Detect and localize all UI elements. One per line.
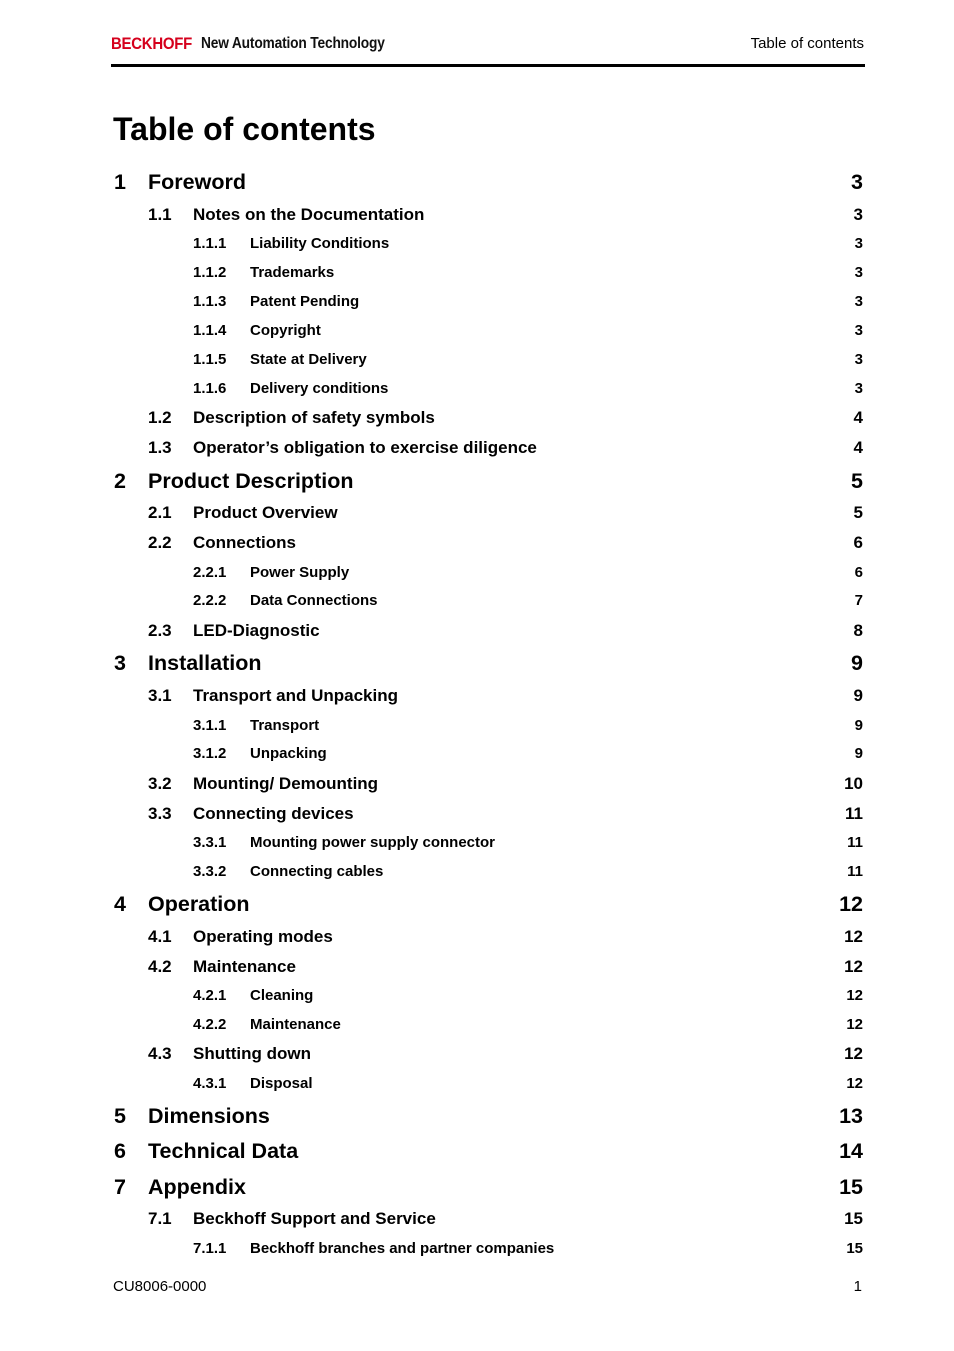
toc-entry-title: Shutting down: [193, 1044, 312, 1063]
toc-entry[interactable]: [113, 927, 865, 947]
toc-entry-title: Trademarks: [250, 264, 335, 281]
toc-entry-page: 11: [845, 804, 863, 823]
toc-entry-title: Mounting power supply connector: [250, 834, 495, 851]
header-section-title: Table of contents: [750, 35, 864, 52]
toc-entry[interactable]: [113, 503, 865, 523]
page-header: [111, 30, 865, 67]
toc-entry-number: 4.3: [148, 1044, 172, 1063]
toc-entry-title: Connections: [193, 533, 296, 552]
toc-entry-number: 1.2: [148, 408, 172, 427]
toc-entry-page: 3: [853, 205, 863, 224]
toc-entry-page: 12: [844, 957, 863, 976]
toc-entry-number: 2: [114, 469, 126, 493]
toc-entry-page: 9: [854, 717, 863, 734]
toc-entry[interactable]: [113, 1104, 865, 1130]
toc-entry[interactable]: [113, 469, 865, 495]
toc-entry[interactable]: [113, 1139, 865, 1165]
toc-entry-title: Liability Conditions: [250, 235, 390, 252]
toc-entry-number: 2.2: [148, 533, 172, 552]
toc-entry-number: 2.2.1: [193, 564, 227, 581]
toc-entry-page: 12: [846, 987, 863, 1004]
toc-entry-page: 9: [851, 651, 863, 675]
toc-entry-number: 5: [114, 1104, 126, 1128]
toc-entry-page: 3: [854, 351, 863, 368]
toc-entry-number: 1.1: [148, 205, 172, 224]
toc-entry[interactable]: [113, 686, 865, 706]
toc-entry[interactable]: [113, 1075, 865, 1093]
toc-entry-number: 2.2.2: [193, 592, 227, 609]
toc-entry-page: 3: [854, 380, 863, 397]
logo-brand: BECKHOFF: [111, 34, 193, 53]
toc-entry-title: Beckhoff branches and partner companies: [250, 1240, 555, 1257]
toc-entry[interactable]: [113, 1240, 865, 1258]
toc-entry-page: 3: [854, 235, 863, 252]
toc-entry-page: 7: [854, 592, 863, 609]
toc-entry-number: 1: [114, 170, 126, 194]
toc-entry-title: Delivery conditions: [250, 380, 389, 397]
toc-entry-page: 12: [844, 1044, 863, 1063]
toc-entry-number: 1.1.6: [193, 380, 227, 397]
toc-entry[interactable]: [113, 564, 865, 582]
toc-entry-number: 1.1.3: [193, 293, 227, 310]
toc-entry-number: 3.3.1: [193, 834, 227, 851]
toc-entry-title: Connecting cables: [250, 863, 384, 880]
toc-entry[interactable]: [113, 804, 865, 824]
toc-entry[interactable]: [113, 533, 865, 553]
toc-entry-page: 6: [854, 564, 863, 581]
toc-entry[interactable]: [113, 264, 865, 282]
toc-entry-page: 15: [846, 1240, 863, 1257]
toc-entry-number: 3: [114, 651, 126, 675]
toc-entry[interactable]: [113, 987, 865, 1005]
toc-entry-title: Power Supply: [250, 564, 350, 581]
toc-entry-number: 2.1: [148, 503, 172, 522]
page-title: Table of contents: [113, 111, 376, 147]
toc-entry-title: Product Overview: [193, 503, 338, 522]
toc-entry-page: 12: [846, 1075, 863, 1092]
toc-entry-page: 14: [839, 1139, 863, 1163]
toc-entry[interactable]: [113, 438, 865, 458]
toc-entry-title: Data Connections: [250, 592, 378, 609]
toc-entry-title: Foreword: [148, 170, 246, 194]
toc-entry-number: 1.1.5: [193, 351, 227, 368]
footer-doc-id: CU8006-0000: [113, 1278, 207, 1295]
toc-entry-title: Copyright: [250, 322, 321, 339]
footer-page-number: 1: [853, 1278, 862, 1295]
toc-entry[interactable]: [113, 205, 865, 225]
toc-entry-title: Notes on the Documentation: [193, 205, 425, 224]
toc-entry[interactable]: [113, 774, 865, 794]
toc-entry-number: 4.2.2: [193, 1016, 227, 1033]
toc-entry[interactable]: [113, 293, 865, 311]
toc-entry-title: State at Delivery: [250, 351, 367, 368]
toc-entry-title: Mounting/ Demounting: [193, 774, 379, 793]
toc-entry-page: 5: [851, 469, 863, 493]
toc-entry-number: 1.1.2: [193, 264, 227, 281]
toc-entry-title: Installation: [148, 651, 262, 675]
toc-entry-page: 11: [847, 834, 863, 851]
toc-entry-number: 7.1: [148, 1209, 172, 1228]
toc-entry-page: 12: [846, 1016, 863, 1033]
toc-entry[interactable]: [113, 1044, 865, 1064]
toc-entry[interactable]: [113, 322, 865, 340]
toc-entry-title: Operating modes: [193, 927, 333, 946]
toc-entry-title: Patent Pending: [250, 293, 360, 310]
toc-entry-page: 12: [844, 927, 863, 946]
toc-entry[interactable]: [113, 1209, 865, 1229]
toc-entry[interactable]: [113, 592, 865, 610]
toc-entry-page: 8: [853, 621, 863, 640]
toc-entry-number: 3.3.2: [193, 863, 227, 880]
toc-entry-title: Connecting devices: [193, 804, 354, 823]
toc-entry-number: 6: [114, 1139, 126, 1163]
toc-entry-number: 4.1: [148, 927, 172, 946]
toc-entry-page: 12: [839, 892, 863, 916]
toc-entry-title: Transport and Unpacking: [193, 686, 398, 705]
toc-entry-title: LED-Diagnostic: [193, 621, 320, 640]
toc-entry-title: Product Description: [148, 469, 354, 493]
toc-entry[interactable]: [113, 834, 865, 852]
toc-entry-number: 3.3: [148, 804, 172, 823]
toc-entry-title: Unpacking: [250, 745, 327, 762]
toc-entry[interactable]: [113, 717, 865, 735]
toc-entry-title: Maintenance: [193, 957, 296, 976]
toc-entry-number: 4.2: [148, 957, 172, 976]
toc-entry-page: 9: [853, 686, 863, 705]
toc-entry[interactable]: [113, 351, 865, 369]
toc-entry-page: 13: [839, 1104, 863, 1128]
toc-entry-page: 3: [854, 322, 863, 339]
toc-entry-title: Description of safety symbols: [193, 408, 435, 427]
toc-entry-number: 4.2.1: [193, 987, 227, 1004]
toc-entry-title: Technical Data: [148, 1139, 299, 1163]
toc-entry-number: 3.1.1: [193, 717, 227, 734]
toc-entry-title: Operator’s obligation to exercise diligence: [193, 438, 537, 457]
toc-entry[interactable]: [113, 235, 865, 253]
toc-entry-title: Transport: [250, 717, 320, 734]
toc-entry[interactable]: [113, 651, 865, 677]
toc-entry[interactable]: [113, 745, 865, 763]
toc-entry-page: 6: [853, 533, 863, 552]
toc-entry-number: 4.3.1: [193, 1075, 227, 1092]
toc-entry-number: 3.1.2: [193, 745, 227, 762]
toc-entry[interactable]: [113, 1175, 865, 1201]
toc-entry[interactable]: [113, 892, 865, 918]
toc-entry-page: 11: [847, 863, 863, 880]
toc-entry-title: Disposal: [250, 1075, 313, 1092]
toc-entry[interactable]: [113, 408, 865, 428]
toc-entry[interactable]: [113, 621, 865, 641]
toc-entry-page: 3: [851, 170, 863, 194]
toc-entry-title: Operation: [148, 892, 250, 916]
toc-entry-title: Dimensions: [148, 1104, 270, 1128]
toc-entry[interactable]: [113, 1016, 865, 1034]
toc-entry-number: 1.3: [148, 438, 172, 457]
toc-entry-number: 7: [114, 1175, 126, 1199]
beckhoff-logo: [111, 34, 385, 54]
toc-entry-page: 5: [853, 503, 863, 522]
toc-entry-page: 3: [854, 293, 863, 310]
toc-entry-number: 2.3: [148, 621, 172, 640]
toc-entry[interactable]: [113, 863, 865, 881]
toc-entry[interactable]: [113, 380, 865, 398]
toc-entry-title: Appendix: [148, 1175, 246, 1199]
toc-entry-number: 1.1.4: [193, 322, 227, 339]
toc-entry-title: Cleaning: [250, 987, 314, 1004]
toc-entry-page: 4: [853, 408, 863, 427]
toc-entry-page: 9: [854, 745, 863, 762]
toc-entry-number: 4: [114, 892, 126, 916]
toc-entry-number: 3.2: [148, 774, 172, 793]
toc-entry[interactable]: [113, 170, 865, 196]
toc-entry-title: Beckhoff Support and Service: [193, 1209, 436, 1228]
toc-entry-page: 3: [854, 264, 863, 281]
toc-entry-page: 15: [839, 1175, 863, 1199]
toc-entry-number: 3.1: [148, 686, 172, 705]
toc-entry[interactable]: [113, 957, 865, 977]
toc-entry-page: 15: [844, 1209, 863, 1228]
logo-tagline: New Automation Technology: [201, 35, 385, 52]
toc-entry-page: 10: [844, 774, 863, 793]
toc-entry-number: 7.1.1: [193, 1240, 227, 1257]
toc-entry-page: 4: [853, 438, 863, 457]
toc-entry-number: 1.1.1: [193, 235, 227, 252]
toc-entry-title: Maintenance: [250, 1016, 341, 1033]
